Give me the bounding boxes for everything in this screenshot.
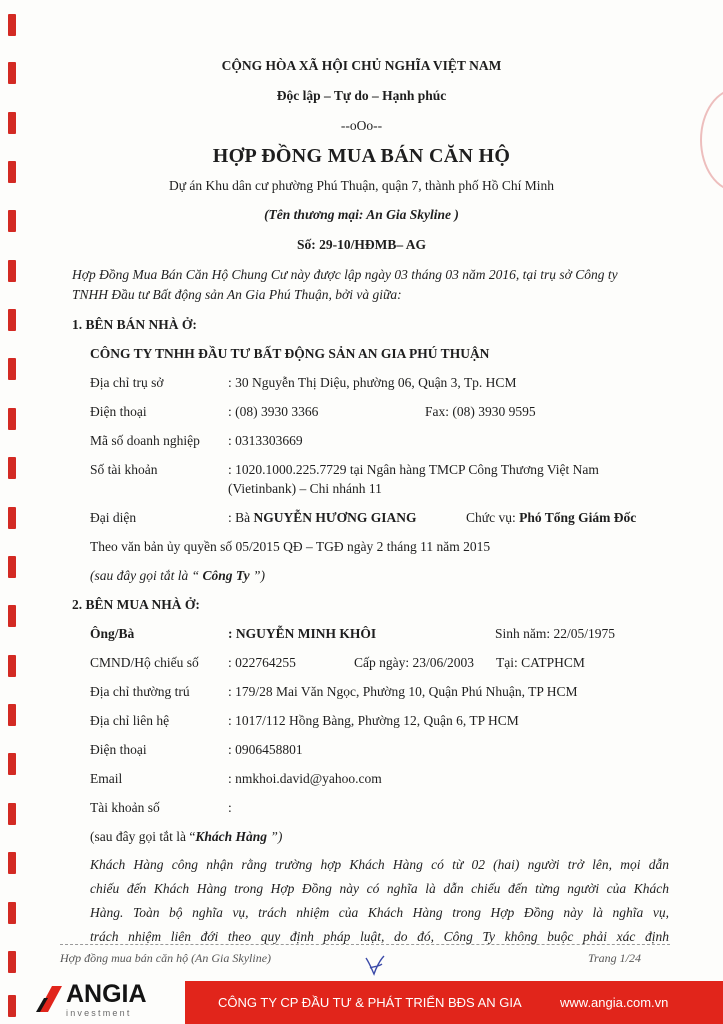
- logo-text: ANGIA: [66, 980, 147, 1008]
- binding-mark: [8, 14, 16, 36]
- motto: Độc lập – Tự do – Hạnh phúc: [276, 88, 447, 103]
- seller-account-label: Số tài khoản: [90, 462, 158, 477]
- seller-account-value-cont: (Vietinbank) – Chi nhánh 11: [228, 481, 382, 496]
- buyer-contact-address-label: Địa chỉ liên hệ: [90, 713, 170, 728]
- clause-line: Hàng. Toàn bộ nghĩa vụ, trách nhiệm của Khách Hàng trong Hợp Đồng này là nghĩa vụ,: [90, 905, 669, 920]
- footer-page-number: Trang 1/24: [588, 951, 642, 965]
- intro-line: TNHH Đầu tư Bất động sản An Gia Phú Thuận, bởi và giữa:: [72, 287, 402, 302]
- rep-name: NGUYỄN HƯƠNG GIANG: [253, 510, 417, 525]
- footer-website[interactable]: www.angia.com.vn: [560, 995, 669, 1010]
- alias-suffix: ”): [249, 568, 266, 583]
- seller-address-value: : 30 Nguyễn Thị Diệu, phường 06, Quận 3, Tp. HCM: [228, 375, 517, 390]
- binding-mark: [8, 852, 16, 874]
- buyer-account-value: :: [228, 800, 232, 815]
- alias-prefix: (sau đây gọi tắt là “: [90, 568, 203, 583]
- buyer-phone-value: : 0906458801: [228, 742, 303, 757]
- binding-mark: [8, 655, 16, 677]
- buyer-issue-date: Cấp ngày: 23/06/2003: [354, 655, 474, 670]
- seller-account-value: : 1020.1000.225.7729 tại Ngân hàng TMCP Công Thương Việt Nam: [228, 462, 599, 477]
- buyer-alias: [90, 829, 282, 845]
- project-line: Dự án Khu dân cư phường Phú Thuận, quận 7, thành phố Hồ Chí Minh: [168, 178, 555, 193]
- binding-mark: [8, 995, 16, 1017]
- buyer-id-value: : 022764255: [228, 655, 296, 670]
- seller-authorization: Theo văn bản ủy quyền số 05/2015 QĐ – TGĐ ngày 2 tháng 11 năm 2015: [90, 539, 491, 554]
- buyer-phone-label: Điện thoại: [90, 742, 147, 757]
- binding-mark: [8, 457, 16, 479]
- rep-prefix: : Bà: [228, 510, 254, 525]
- seller-phone-label: Điện thoại: [90, 404, 147, 419]
- seller-rep-value: [228, 510, 417, 526]
- logo-mark-icon: [36, 984, 64, 1014]
- seller-tax-value: : 0313303669: [228, 433, 303, 448]
- binding-mark: [8, 260, 16, 282]
- buyer-name-label: Ông/Bà: [90, 626, 135, 641]
- binding-mark: [8, 951, 16, 973]
- binding-mark: [8, 753, 16, 775]
- seller-alias: [90, 568, 265, 584]
- binding-mark: [8, 803, 16, 825]
- position-label: Chức vụ:: [466, 510, 520, 525]
- binding-mark: [8, 507, 16, 529]
- seller-position: [466, 510, 636, 526]
- buyer-clause: [90, 853, 669, 949]
- buyer-account-label: Tài khoản số: [90, 800, 160, 815]
- binding-mark: [8, 605, 16, 627]
- binding-mark: [8, 556, 16, 578]
- buyer-perm-address-value: : 179/28 Mai Văn Ngọc, Phường 10, Quận Phú Nhuận, TP HCM: [228, 684, 578, 699]
- buyer-name-value: : NGUYỄN MINH KHÔI: [228, 626, 377, 641]
- seller-heading: 1. BÊN BÁN NHÀ Ở:: [72, 317, 197, 332]
- buyer-birth: Sinh năm: 22/05/1975: [495, 626, 616, 641]
- alias-name: Công Ty: [202, 568, 250, 583]
- binding-mark: [8, 704, 16, 726]
- clause-line: chiếu đến Khách Hàng trong Hợp Đồng này có nghĩa là dẫn chiếu đến từng người của Khách: [90, 881, 669, 896]
- binding-mark: [8, 309, 16, 331]
- alias-name: Khách Hàng: [195, 829, 267, 844]
- buyer-contact-address-value: : 1017/112 Hồng Bàng, Phường 12, Quận 6, TP HCM: [228, 713, 519, 728]
- footer-divider: [60, 944, 670, 945]
- buyer-heading: 2. BÊN MUA NHÀ Ở:: [72, 597, 200, 612]
- binding-mark: [8, 408, 16, 430]
- buyer-id-label: CMND/Hộ chiếu số: [90, 655, 199, 670]
- header-divider: --oOo--: [340, 118, 383, 133]
- buyer-email-label: Email: [90, 771, 123, 786]
- logo-subtext: investment: [66, 1008, 132, 1018]
- alias-prefix: (sau đây gọi tắt là “: [90, 829, 196, 844]
- seller-address-label: Địa chỉ trụ sở: [90, 375, 164, 390]
- seller-fax: Fax: (08) 3930 9595: [425, 404, 536, 419]
- buyer-email-value: : nmkhoi.david@yahoo.com: [228, 771, 382, 786]
- alias-suffix: ”): [267, 829, 283, 844]
- clause-line: trách nhiệm liên đới theo quy định pháp luật, do đó, Công Ty không buộc phải xác định: [90, 929, 669, 944]
- contract-number: Số: 29-10/HĐMB– AG: [296, 237, 426, 252]
- footer-company: CÔNG TY CP ĐẦU TƯ & PHÁT TRIỂN BĐS AN GIA: [218, 995, 522, 1010]
- binding-mark: [8, 358, 16, 380]
- position-value: Phó Tổng Giám Đốc: [519, 510, 637, 525]
- seller-rep-label: Đại diện: [90, 510, 137, 525]
- contract-title: HỢP ĐỒNG MUA BÁN CĂN HỘ: [212, 145, 511, 167]
- seller-phone-value: : (08) 3930 3366: [228, 404, 319, 419]
- intro-line: Hợp Đồng Mua Bán Căn Hộ Chung Cư này được lập ngày 03 tháng 03 năm 2016, tại trụ sở Công ty: [72, 267, 618, 282]
- trade-name: (Tên thương mại: An Gia Skyline ): [264, 207, 459, 222]
- footer-doc-name: Hợp đồng mua bán căn hộ (An Gia Skyline): [60, 951, 272, 965]
- binding-mark: [8, 902, 16, 924]
- clause-line: Khách Hàng công nhận rằng trường hợp Khách Hàng có từ 02 (hai) người trở lên, mọi dẫn: [90, 857, 669, 872]
- nation-heading: CỘNG HÒA XÃ HỘI CHỦ NGHĨA VIỆT NAM: [221, 58, 502, 73]
- angia-logo: [36, 982, 186, 1022]
- seller-tax-label: Mã số doanh nghiệp: [90, 433, 200, 448]
- buyer-perm-address-label: Địa chỉ thường trú: [90, 684, 190, 699]
- initials-signature: [360, 950, 390, 980]
- seller-company: CÔNG TY TNHH ĐẦU TƯ BẤT ĐỘNG SẢN AN GIA PHÚ THUẬN: [90, 346, 490, 361]
- buyer-issue-place: Tại: CATPHCM: [496, 655, 585, 670]
